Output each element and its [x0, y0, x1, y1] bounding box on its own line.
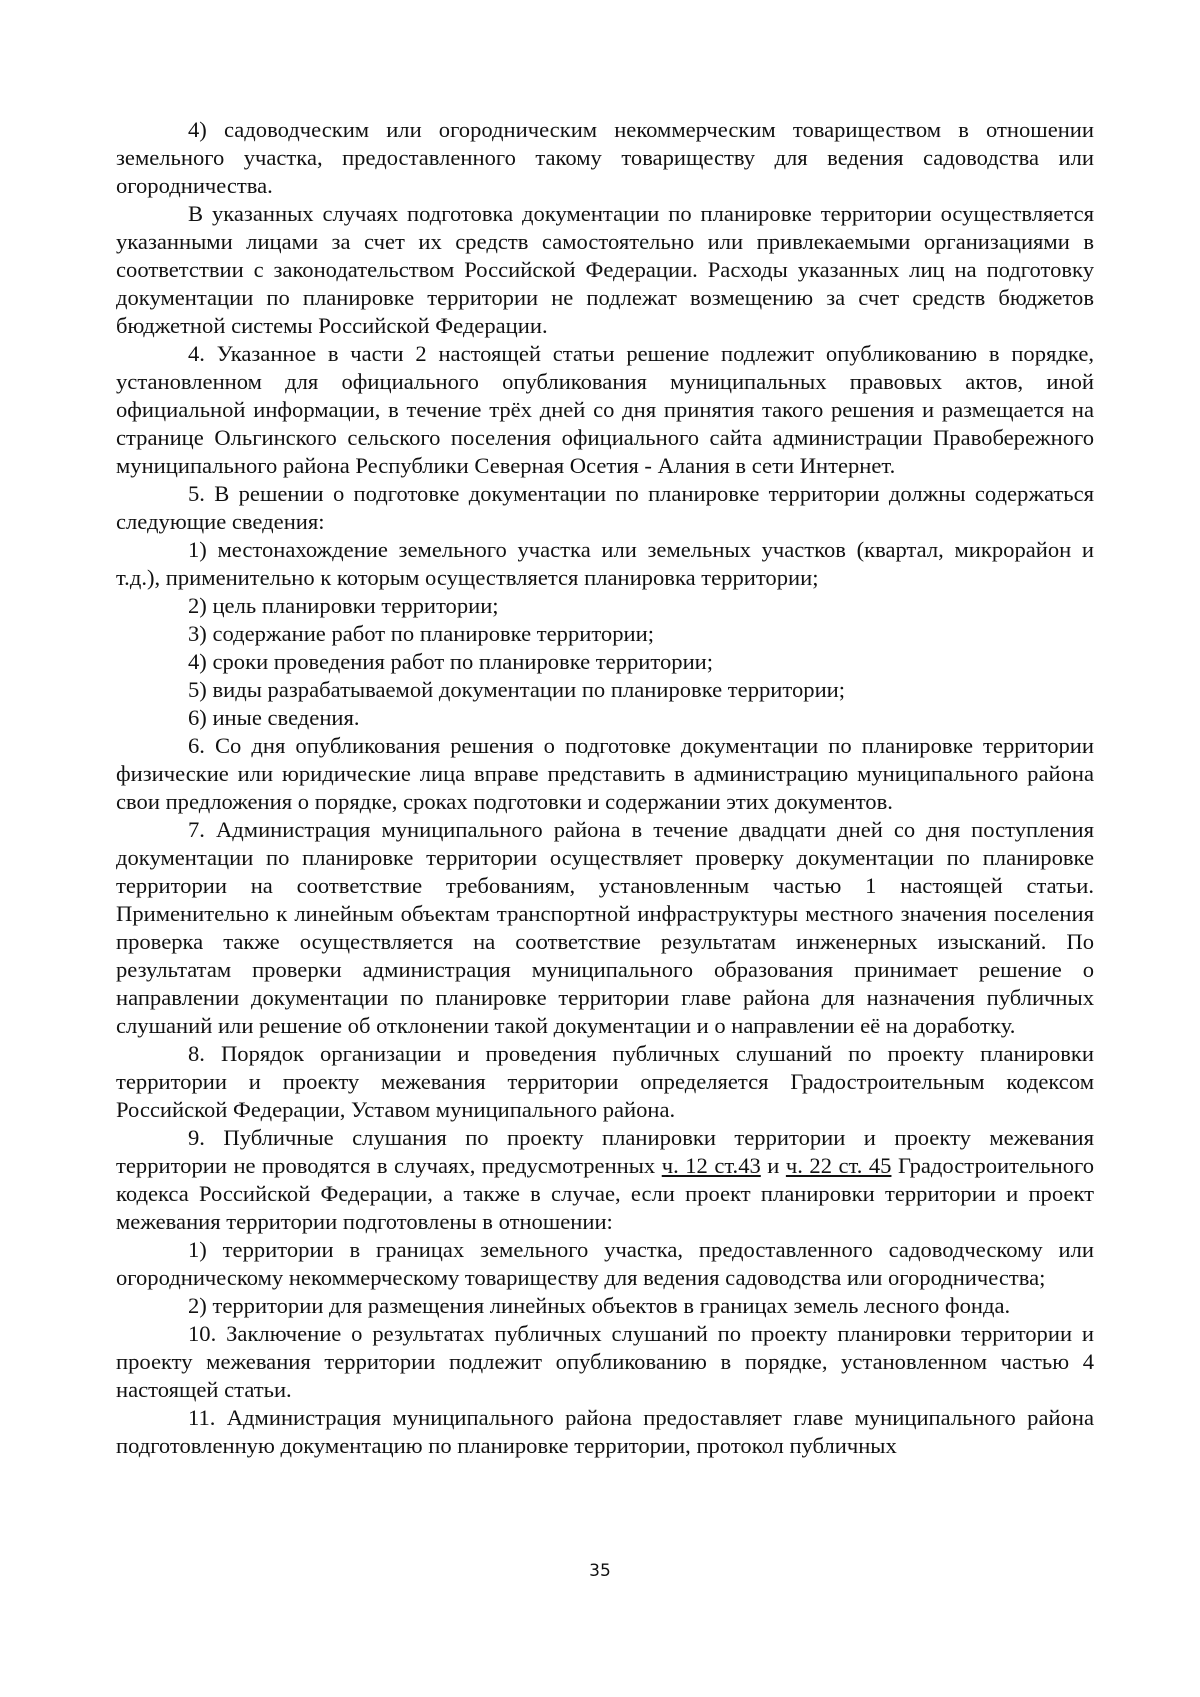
list-item-terms: 4) сроки проведения работ по планировке территории; — [188, 649, 714, 674]
paragraph-9-text-after: Градостроительного кодекса Российской Федерации, а также в случае, если проект планировки территории и проект межевания территории подготовлены в отношении: — [116, 1153, 1095, 1234]
paragraph-item-4-gardening: 4) садоводческим или огородническим некоммерческим товариществом в отношении земельного участка, предоставленного такому товариществу для ведения садоводства или огородничества. — [116, 117, 1094, 198]
paragraph-5-decision-content: 5. В решении о подготовке документации по планировке территории должны содержаться следующие сведения: — [116, 481, 1094, 534]
paragraph-costs: В указанных случаях подготовка документации по планировке территории осуществляется указанными лицами за счет их средств самостоятельно или привлекаемыми организациями в соответствии с законодательством Российской Федерации. Расходы указанных лиц на подготовку документации по планировке территории не подлежат возмещению за счет средств бюджетов бюджетной системы Российской Федерации. — [116, 201, 1094, 338]
list-item-location: 1) местонахождение земельного участка или земельных участков (квартал, микрорайон и т.д.), применительно к которым осуществляется планировка территории; — [116, 537, 1094, 590]
paragraph-10-conclusion: 10. Заключение о результатах публичных слушаний по проекту планировки территории и проекту межевания территории подлежит опубликованию в порядке, установленном частью 4 настоящей статьи. — [116, 1321, 1094, 1402]
document-page-body — [116, 116, 1094, 1460]
paragraph-11-submission: 11. Администрация муниципального района предоставляет главе муниципального района подготовленную документацию по планировке территории, протокол публичных — [116, 1405, 1094, 1458]
list-item-linear-objects: 2) территории для размещения линейных объектов в границах земель лесного фонда. — [188, 1293, 1011, 1318]
paragraph-6-proposals: 6. Со дня опубликования решения о подготовке документации по планировке территории физические или юридические лица вправе представить в администрацию муниципального района свои предложения о порядке, сроках подготовки и содержании этих документов. — [116, 733, 1094, 814]
list-item-works: 3) содержание работ по планировке территории; — [188, 621, 654, 646]
paragraph-7-verification: 7. Администрация муниципального района в течение двадцати дней со дня поступления документации по планировке территории осуществляет проверку документации по планировке территории на соответствие требованиям, установленным частью 1 настоящей статьи. Применительно к линейным объектам транспортной инфраструктуры местного значения поселения проверка также осуществляется на соответствие результатам инженерных изысканий. По результатам проверки администрация муниципального образования принимает решение о направлении документации по планировке территории главе района для назначения публичных слушаний или решение об отклонении такой документации и о направлении её на доработку. — [116, 817, 1094, 1038]
law-reference-link-2[interactable]: ч. 22 ст. 45 — [785, 1153, 892, 1178]
paragraph-9-text-before: 9. Публичные слушания по проекту планировки территории и проекту межевания территории не проводятся в случаях, предусмотренных — [116, 1125, 1094, 1178]
list-item-goal: 2) цель планировки территории; — [188, 593, 499, 618]
paragraph-4-publication: 4. Указанное в части 2 настоящей статьи решение подлежит опубликованию в порядке, установленном для официального опубликования муниципальных правовых актов, иной официальной информации, в течение трёх дней со дня принятия такого решения и размещается на странице Ольгинского сельского поселения официального сайта администрации Правобережного муниципального района Республики Северная Осетия - Алания в сети Интернет. — [116, 341, 1094, 478]
paragraph-8-hearings-order: 8. Порядок организации и проведения публичных слушаний по проекту планировки территории и проекту межевания территории определяется Градостроительным кодексом Российской Федерации, Уставом муниципального района. — [116, 1041, 1094, 1122]
paragraph-9-text-between: и — [760, 1153, 786, 1178]
list-item-documentation-types: 5) виды разрабатываемой документации по планировке территории; — [188, 677, 846, 702]
page-number: 35 — [589, 1561, 611, 1581]
list-item-other: 6) иные сведения. — [188, 705, 360, 730]
paragraph-9-hearings-exceptions — [116, 1124, 1094, 1236]
law-reference-link-1[interactable]: ч. 12 ст.43 — [661, 1153, 761, 1178]
list-item-land-plot-territory: 1) территории в границах земельного участка, предоставленного садоводческому или огородническому некоммерческому товариществу для ведения садоводства или огородничества; — [116, 1237, 1094, 1290]
